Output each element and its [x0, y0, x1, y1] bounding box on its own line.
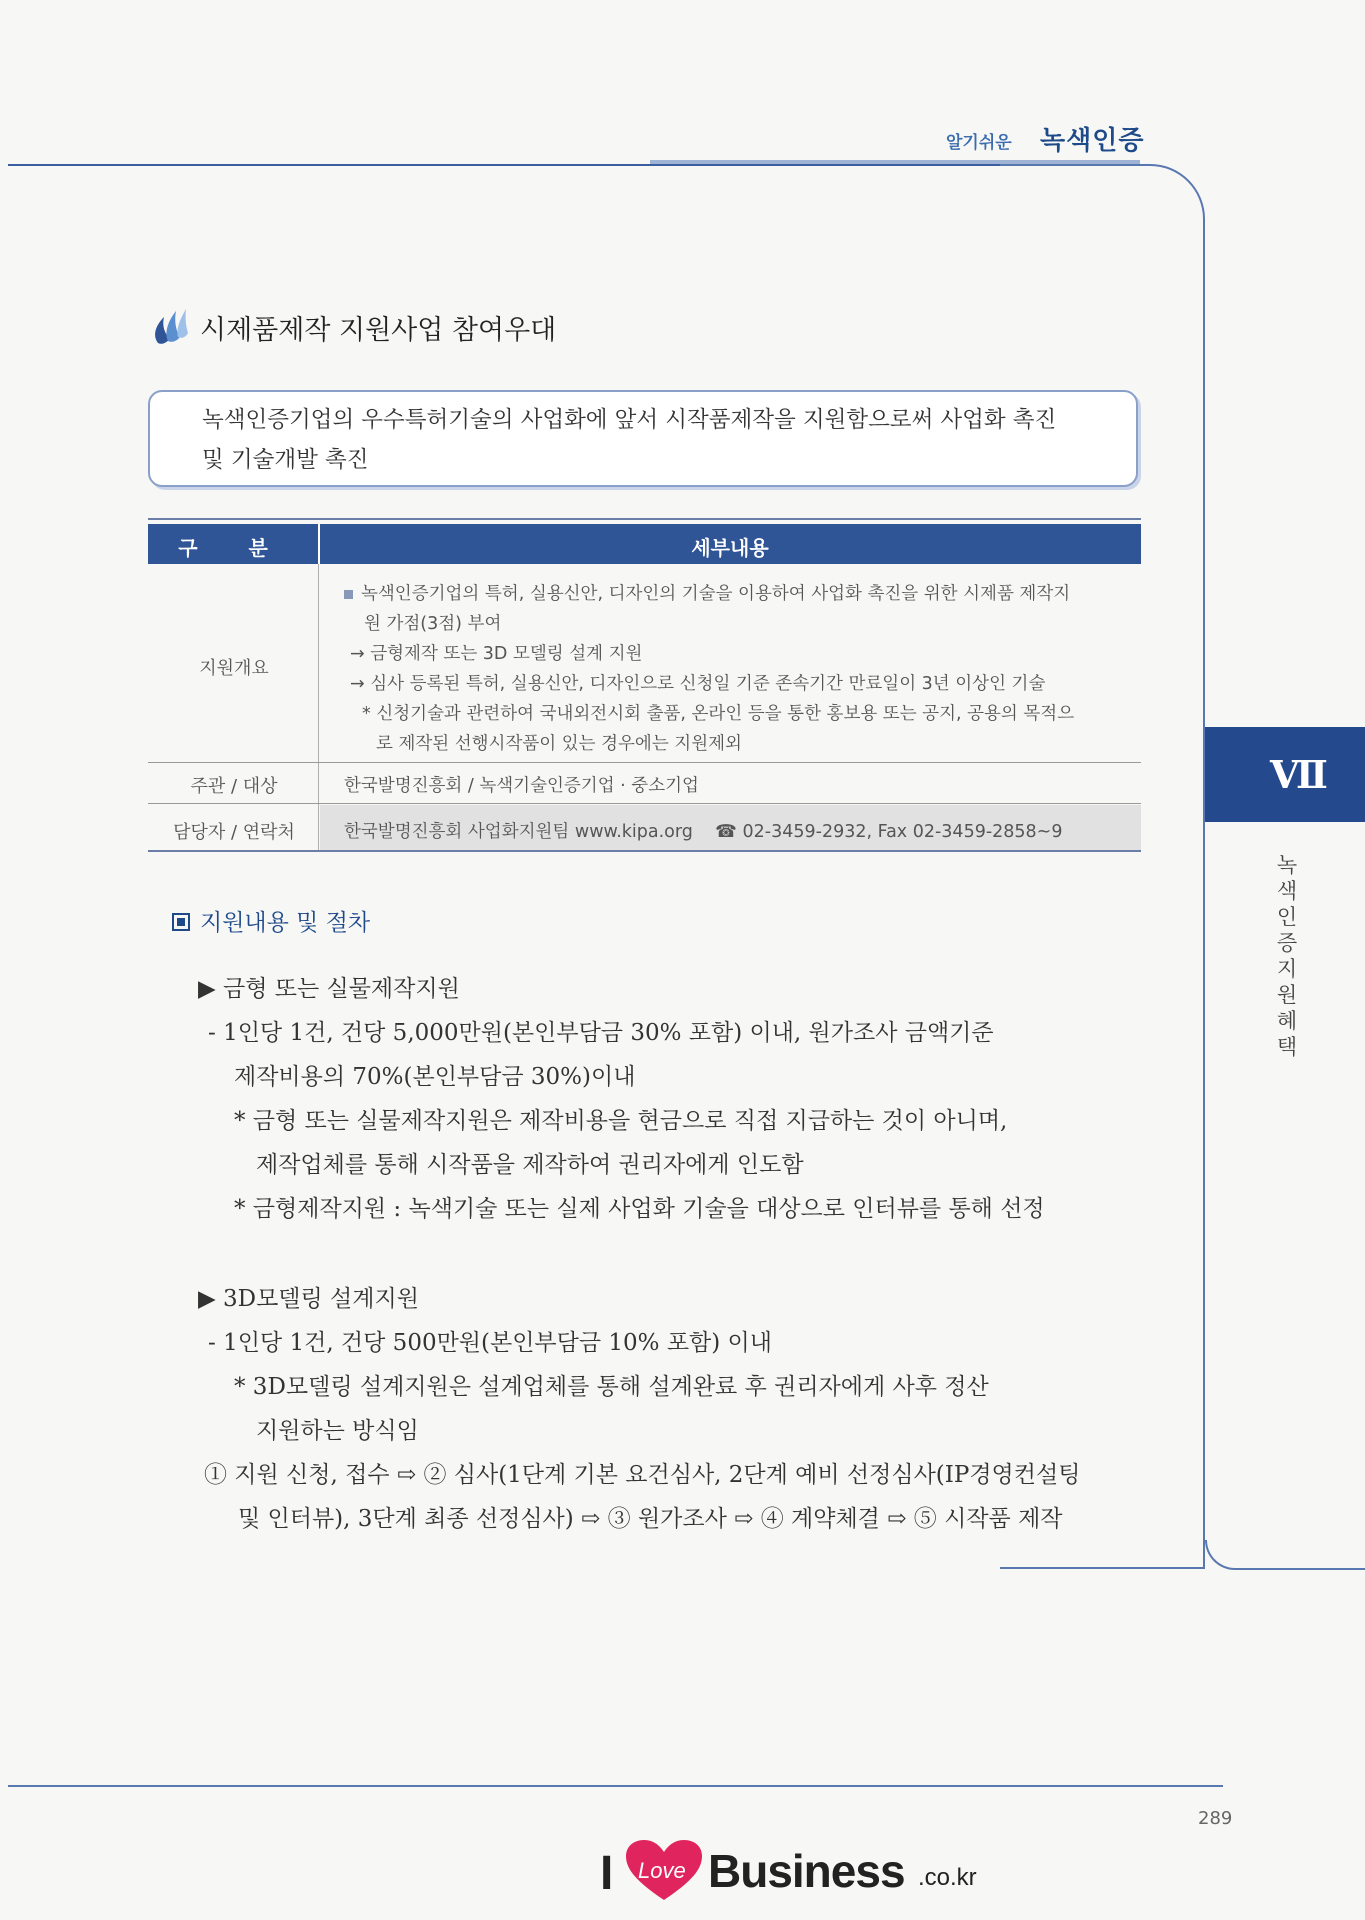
- model3d-line: - 1인당 1건, 건당 500만원(본인부담금 10% 포함) 이내: [208, 1330, 772, 1356]
- intro-line: 녹색인증기업의 우수특허기술의 사업화에 앞서 시작품제작을 지원함으로써 사업화 촉진: [202, 407, 1057, 433]
- water-drop-icon: [150, 305, 190, 349]
- table-header-category: 구 분: [178, 536, 290, 560]
- process-line: 및 인터뷰), 3단계 최종 선정심사) ⇨ ③ 원가조사 ⇨ ④ 계약체결 ⇨ ⑤ 시작품 제작: [238, 1506, 1063, 1532]
- organizer-value: 한국발명진흥회 / 녹색기술인증기업 · 중소기업: [344, 776, 699, 796]
- logo-i: I: [600, 1847, 614, 1900]
- header-divider: [8, 164, 1138, 166]
- footer-divider: [8, 1785, 1223, 1787]
- table-row-divider: [148, 762, 1141, 763]
- process-line: ① 지원 신청, 접수 ⇨ ② 심사(1단계 기본 요건심사, 2단계 예비 선정심사(IP경영컨설팅: [204, 1462, 1081, 1488]
- row-label-overview: 지원개요: [199, 658, 269, 679]
- table-header-details: 세부내용: [691, 536, 769, 560]
- mold-note: * 금형제작지원 : 녹색기술 또는 실제 사업화 기술을 대상으로 인터뷰를 통해 선정: [234, 1196, 1045, 1222]
- chapter-number: Ⅶ: [1270, 752, 1328, 797]
- page-frame-curve: [1205, 1540, 1365, 1570]
- bullet-square-icon: [344, 590, 353, 599]
- chapter-section-label: 녹색인증 지원혜택: [1276, 853, 1298, 1059]
- mold-title: ▶ 금형 또는 실물제작지원: [198, 976, 460, 1002]
- contact-value: 한국발명진흥회 사업화지원팀 www.kipa.org ☎ 02-3459-2932, Fax 02-3459-2858~9: [344, 822, 1063, 842]
- header-small-label: 알기쉬운: [946, 133, 1012, 153]
- model3d-note-cont: 지원하는 방식임: [256, 1418, 419, 1444]
- table-column-divider: [318, 564, 319, 850]
- model3d-title: ▶ 3D모델링 설계지원: [198, 1286, 419, 1312]
- page-number: 289: [1198, 1808, 1233, 1829]
- model3d-note: * 3D모델링 설계지원은 설계업체를 통해 설계완료 후 권리자에게 사후 정산: [234, 1374, 989, 1400]
- table-top-rule: [148, 518, 1141, 520]
- overview-sub-item: → 금형제작 또는 3D 모델링 설계 지원: [350, 644, 643, 664]
- header-title: 녹색인증: [1040, 126, 1145, 156]
- square-bullet-icon: [172, 913, 190, 931]
- overview-note: * 신청기술과 관련하여 국내외전시회 출품, 온라인 등을 통한 홍보용 또는 공지, 공용의 목적으: [362, 704, 1075, 724]
- overview-sub-item: → 심사 등록된 특허, 실용신안, 디자인으로 신청일 기준 존속기간 만료일이 3년 이상인 기술: [350, 674, 1046, 694]
- table-bottom-rule: [148, 850, 1141, 852]
- table-row-divider: [148, 803, 1141, 804]
- section-title: 시제품제작 지원사업 참여우대: [200, 315, 557, 346]
- row-label-contact: 담당자 / 연락처: [173, 822, 295, 843]
- mold-note: * 금형 또는 실물제작지원은 제작비용을 현금으로 직접 지급하는 것이 아니며,: [234, 1108, 1008, 1134]
- logo-business: Business: [708, 1845, 905, 1897]
- mold-note-cont: 제작업체를 통해 시작품을 제작하여 권리자에게 인도함: [256, 1152, 804, 1178]
- overview-bullet: 녹색인증기업의 특허, 실용신안, 디자인의 기술을 이용하여 사업화 촉진을 위한 시제품 제작지: [344, 580, 1070, 605]
- support-heading: 지원내용 및 절차: [172, 904, 370, 937]
- ilovebusiness-logo: [600, 1840, 977, 1900]
- mold-line: - 1인당 1건, 건당 5,000만원(본인부담금 30% 포함) 이내, 원가조사 금액기준: [208, 1020, 994, 1046]
- logo-love: Love: [638, 1858, 686, 1883]
- overview-bullet-cont: 원 가점(3점) 부여: [364, 614, 502, 634]
- mold-line: 제작비용의 70%(본인부담금 30%)이내: [234, 1064, 636, 1090]
- intro-text: [202, 400, 1102, 480]
- page-frame: [1000, 164, 1205, 1569]
- contact-phone: ☎ 02-3459-2932, Fax 02-3459-2858~9: [715, 822, 1063, 842]
- overview-note-cont: 로 제작된 선행시작품이 있는 경우에는 지원제외: [376, 734, 742, 754]
- intro-line: 및 기술개발 촉진: [202, 447, 369, 473]
- row-label-organizer: 주관 / 대상: [190, 776, 278, 797]
- logo-domain: .co.kr: [918, 1864, 977, 1891]
